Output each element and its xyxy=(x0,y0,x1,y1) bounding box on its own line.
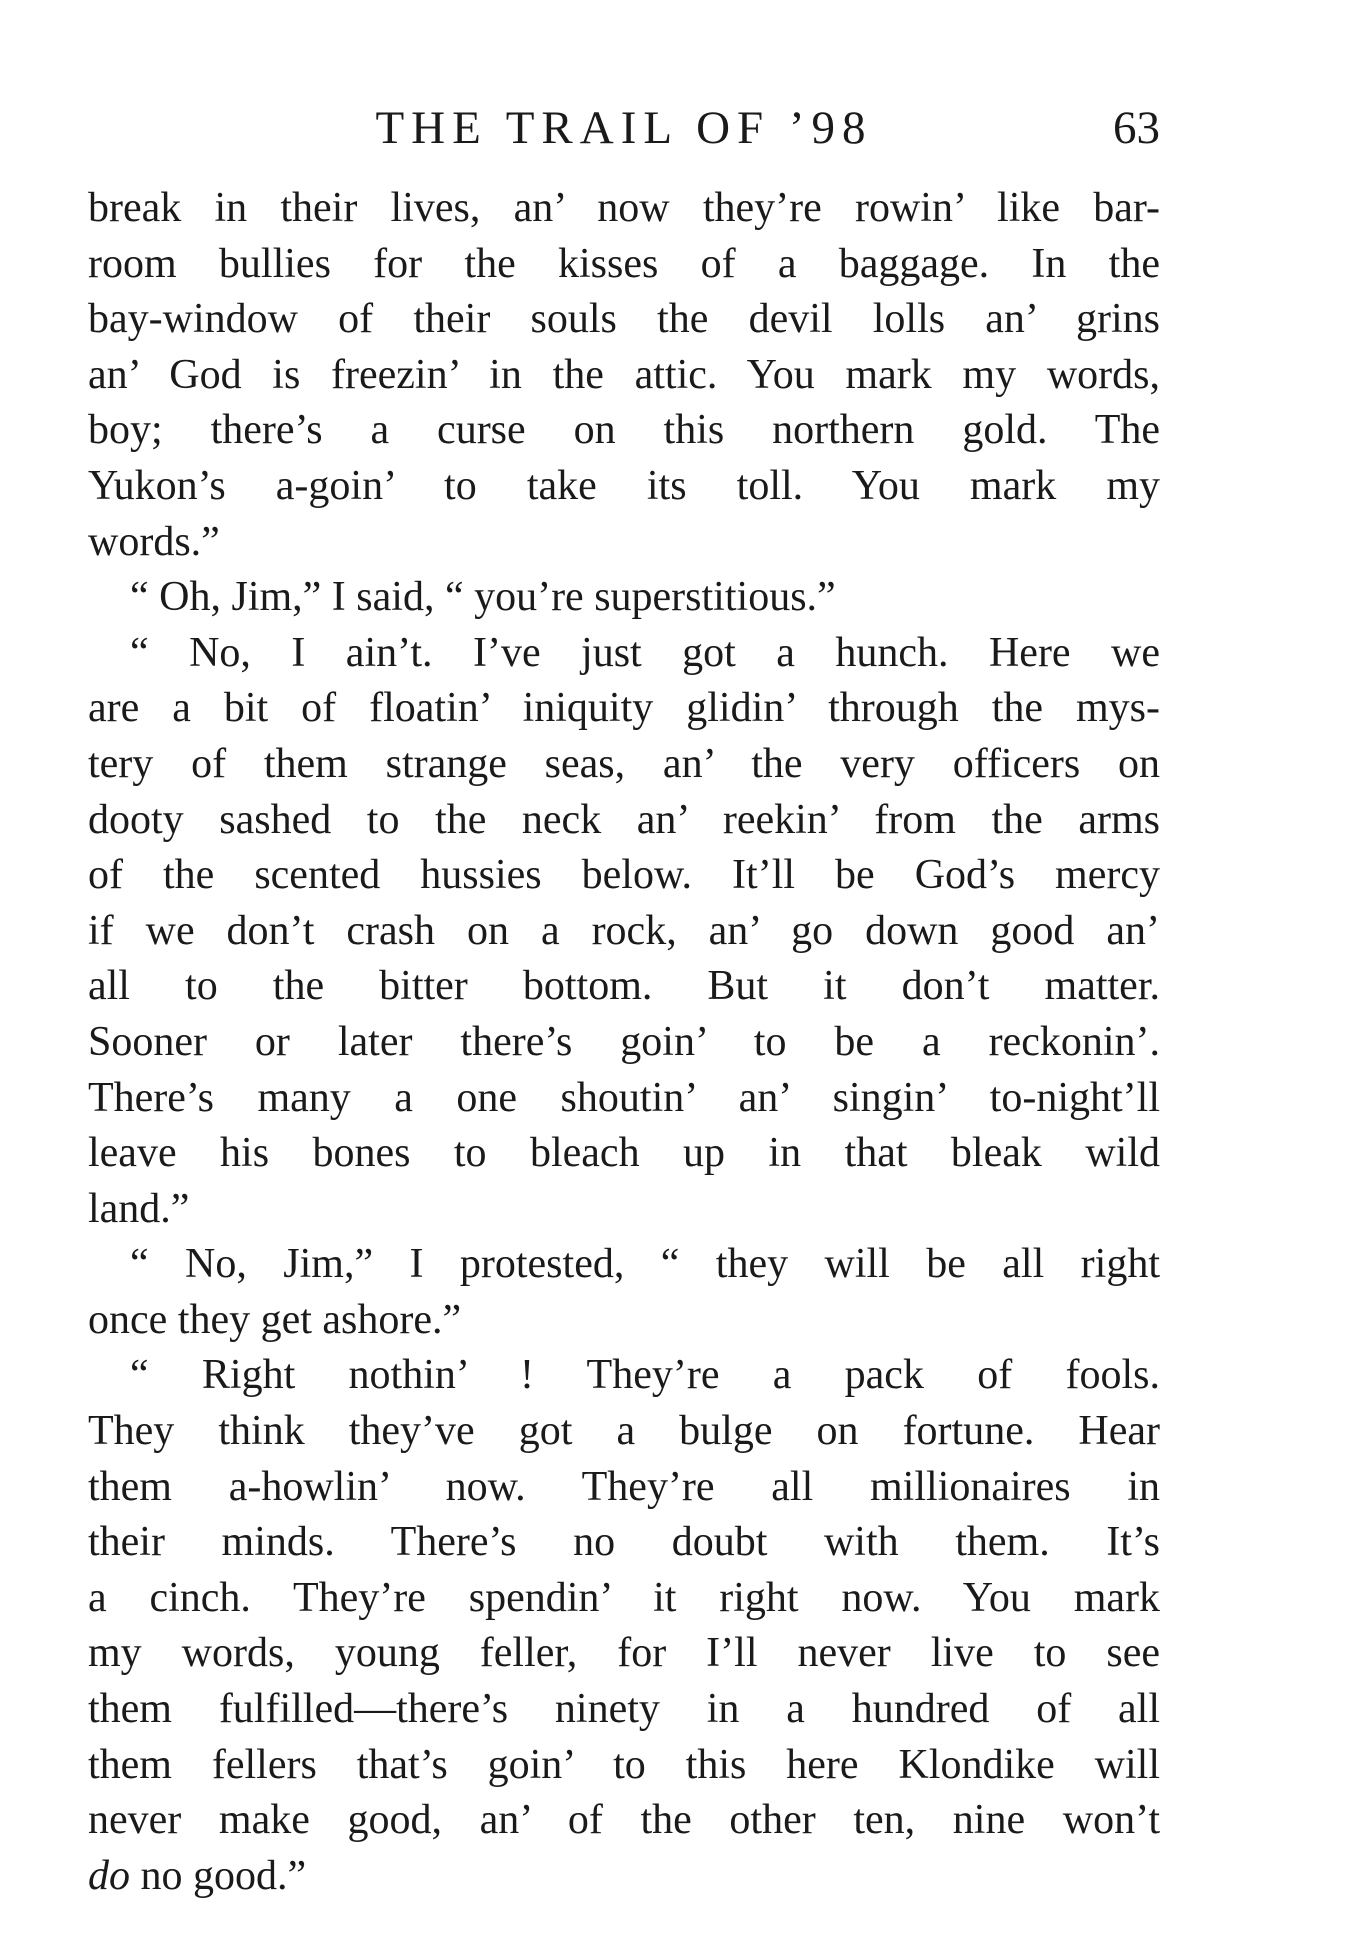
text-line: They think they’ve got a bulge on fortune. Hear xyxy=(88,1408,1160,1455)
text-line: Sooner or later there’s goin’ to be a reckonin’. xyxy=(88,1018,1160,1065)
running-header xyxy=(88,98,1160,158)
text-line: boy; there’s a curse on this northern gold. The xyxy=(88,407,1160,454)
running-title: THE TRAIL OF ’98 xyxy=(375,102,873,154)
text-line: never make good, an’ of the other ten, nine won’t xyxy=(88,1797,1160,1844)
text-line: them fulfilled—there’s ninety in a hundred of all xyxy=(88,1686,1160,1733)
text-line: tery of them strange seas, an’ the very officers on xyxy=(88,740,1160,787)
text-line: if we don’t crash on a rock, an’ go down good an’ xyxy=(88,907,1160,954)
text-line: “ Right nothin’ ! They’re a pack of fools. xyxy=(130,1352,1160,1399)
page-number: 63 xyxy=(1113,102,1160,154)
text-line: words.” xyxy=(88,518,220,565)
text-line: of the scented hussies below. It’ll be God’s mercy xyxy=(88,852,1160,899)
text-line: are a bit of floatin’ iniquity glidin’ through the mys- xyxy=(88,685,1160,732)
text-line: once they get ashore.” xyxy=(88,1296,462,1343)
text-line: Yukon’s a-goin’ to take its toll. You mark my xyxy=(88,462,1160,509)
text-line: all to the bitter bottom. But it don’t matter. xyxy=(88,963,1160,1010)
text-line: them a-howlin’ now. They’re all millionaires in xyxy=(88,1463,1160,1510)
text-line-last xyxy=(88,1849,1160,1905)
text-line: break in their lives, an’ now they’re rowin’ like bar- xyxy=(88,185,1160,231)
text-line: “ No, I ain’t. I’ve just got a hunch. Here we xyxy=(130,629,1160,676)
text-line: “ Oh, Jim,” I said, “ you’re superstitious.” xyxy=(130,574,836,621)
text-line: room bullies for the kisses of a baggage. In the xyxy=(88,240,1160,287)
last-line-rest: no good.” xyxy=(130,1852,307,1899)
italic-word: do xyxy=(88,1852,130,1899)
text-line: them fellers that’s goin’ to this here Klondike will xyxy=(88,1741,1160,1788)
body-text xyxy=(88,181,1160,1904)
text-line: dooty sashed to the neck an’ reekin’ from the arms xyxy=(88,796,1160,843)
text-line: leave his bones to bleach up in that bleak wild xyxy=(88,1130,1160,1177)
text-line: land.” xyxy=(88,1185,190,1232)
text-line: bay-window of their souls the devil lolls an’ grins xyxy=(88,296,1160,343)
text-line: a cinch. They’re spendin’ it right now. You mark xyxy=(88,1574,1160,1621)
text-line: my words, young feller, for I’ll never live to see xyxy=(88,1630,1160,1677)
text-line: their minds. There’s no doubt with them. It’s xyxy=(88,1519,1160,1566)
text-line: an’ God is freezin’ in the attic. You mark my words, xyxy=(88,351,1160,398)
text-line: There’s many a one shoutin’ an’ singin’ to-night’ll xyxy=(88,1074,1160,1121)
text-line: “ No, Jim,” I protested, “ they will be all right xyxy=(130,1241,1160,1288)
